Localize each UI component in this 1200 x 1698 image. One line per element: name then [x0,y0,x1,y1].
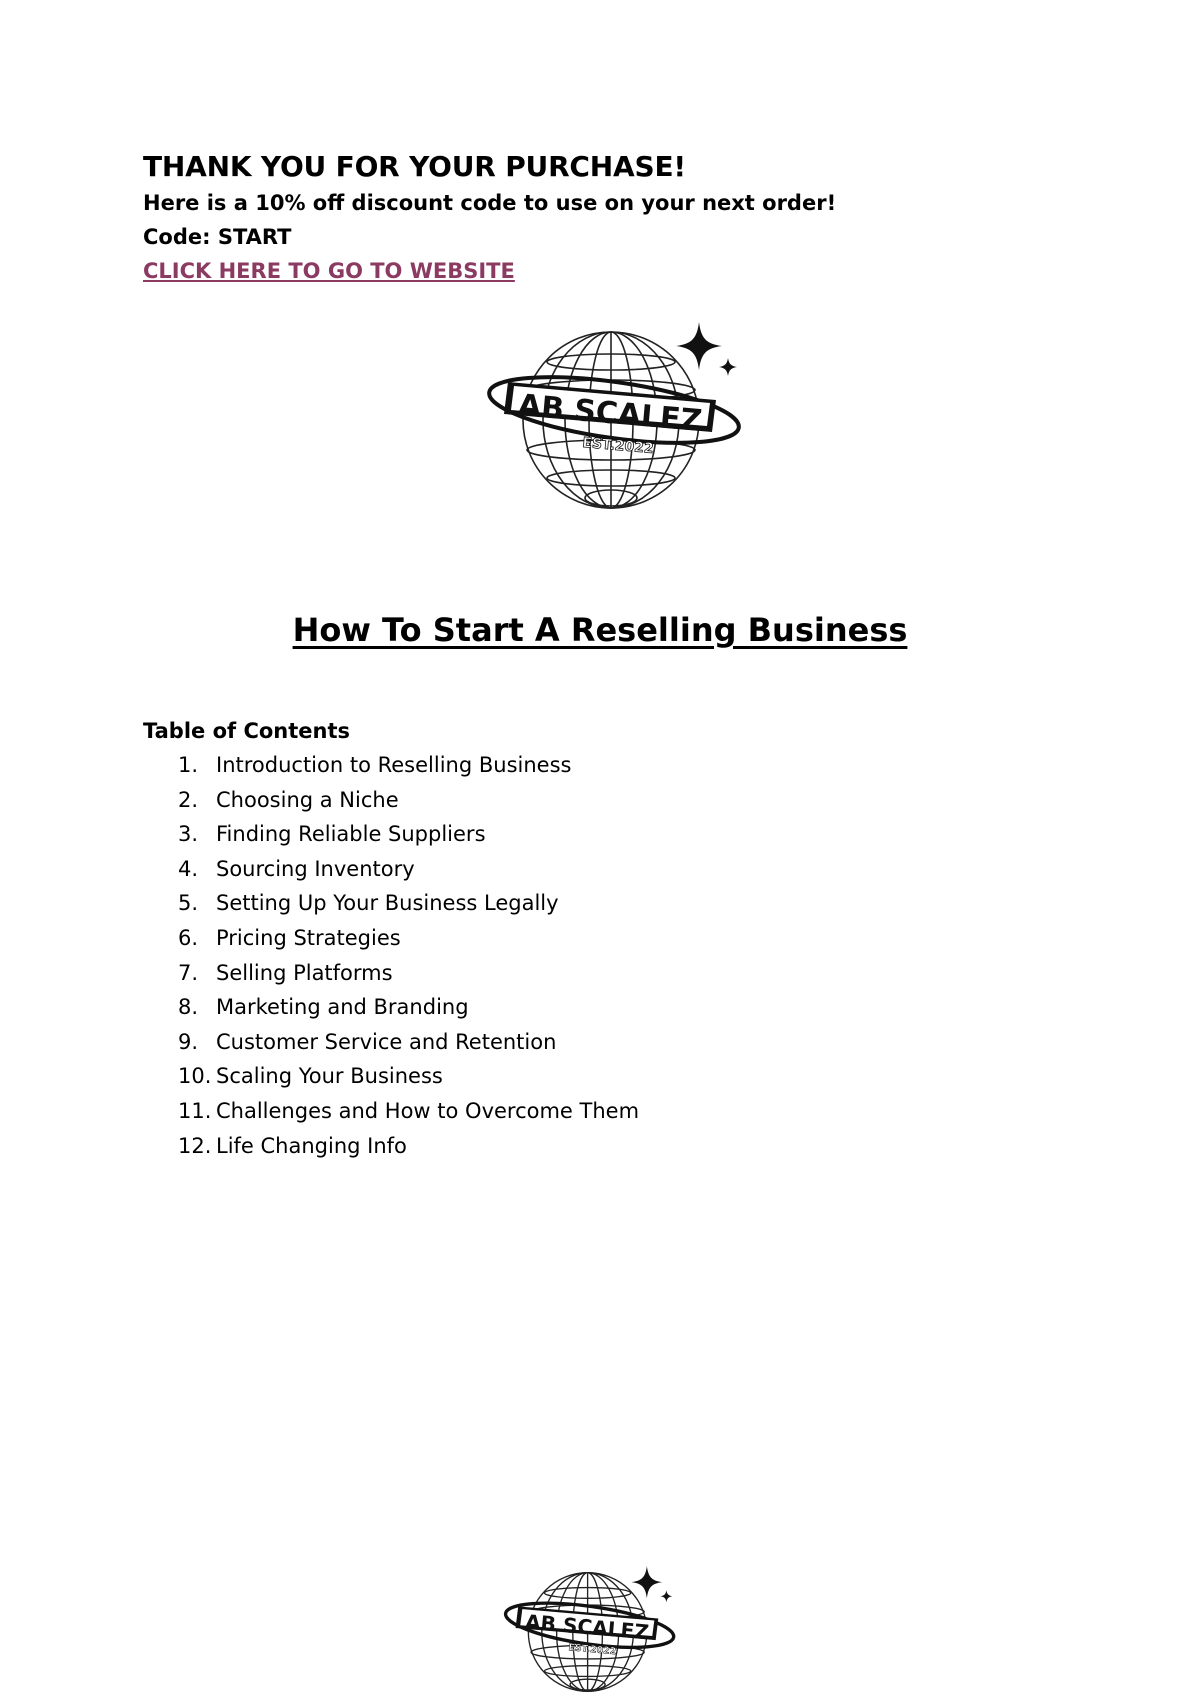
toc-item-label: Selling Platforms [216,960,393,985]
toc-item-number: 10. [178,1064,212,1089]
discount-code: Code: START [143,225,292,249]
toc-item-label: Introduction to Reselling Business [216,753,572,777]
toc-item-label: Setting Up Your Business Legally [216,891,559,916]
toc-item-number: 7. [178,960,199,985]
toc-item-label: Scaling Your Business [216,1064,443,1089]
thank-you-heading: THANK YOU FOR YOUR PURCHASE! [143,150,686,183]
toc-item [178,783,639,818]
toc-item [178,852,639,887]
svg-text:EST.2022: EST.2022 [567,1642,617,1658]
toc-item-label: Life Changing Info [216,1133,407,1158]
toc-item-number: 8. [178,995,199,1020]
toc-item [178,1025,639,1060]
toc-item-number: 2. [178,787,199,812]
toc-item [178,1094,639,1129]
svg-text:EST.2022: EST.2022 [581,434,655,458]
ab-scalez-logo [486,322,752,518]
toc-item [178,956,639,991]
toc-item-number: 5. [178,891,199,916]
document-title: How To Start A Reselling Business [292,611,908,649]
toc-item-number: 11. [178,1098,212,1123]
purchase-header [143,148,836,288]
toc-item [178,921,639,956]
sparkle-icon [676,322,737,376]
toc-item [178,748,639,783]
footer-sparkle-icon [631,1566,672,1602]
toc-item-number: 9. [178,1029,199,1054]
toc-item-label: Pricing Strategies [216,925,401,950]
toc-item-label: Customer Service and Retention [216,1029,557,1054]
toc-item-label: Finding Reliable Suppliers [216,822,486,847]
toc-item [178,990,639,1025]
toc-item-label: Marketing and Branding [216,995,469,1020]
discount-message: Here is a 10% off discount code to use on your next order! [143,191,837,215]
toc-item-number: 12. [178,1133,212,1158]
toc-item-number: 1. [178,753,199,777]
table-of-contents [178,748,639,1163]
ab-scalez-footer-logo [503,1566,683,1698]
toc-item [178,1059,639,1094]
website-link[interactable]: CLICK HERE TO GO TO WEBSITE [143,259,515,283]
toc-item-label: Choosing a Niche [216,787,399,812]
toc-item-label: Challenges and How to Overcome Them [216,1098,640,1123]
toc-item-number: 6. [178,925,199,950]
toc-heading: Table of Contents [143,719,351,743]
toc-item-number: 3. [178,822,199,847]
toc-item [178,1129,639,1164]
toc-item [178,886,639,921]
toc-item-label: Sourcing Inventory [216,856,415,881]
svg-text:AB SCALEZ: AB SCALEZ [516,388,704,439]
toc-item [178,817,639,852]
toc-item-number: 4. [178,856,199,881]
svg-text:AB SCALEZ: AB SCALEZ [524,1609,650,1645]
